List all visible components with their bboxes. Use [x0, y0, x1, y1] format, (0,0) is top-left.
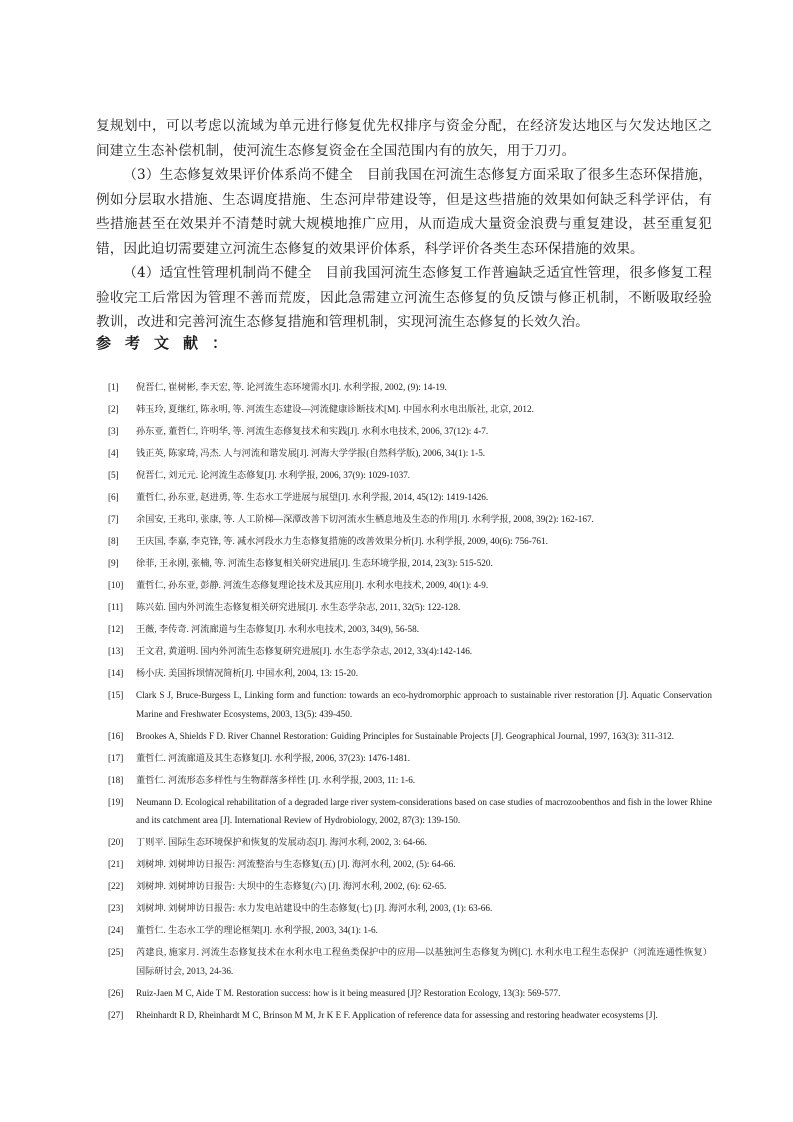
reference-item	[96, 877, 712, 896]
reference-text: Rheinhardt R D, Rheinhardt M C, Brinson M M, Jr K E F. Application of reference data for assessing and restoring headwater ecosystems [J].	[136, 1009, 658, 1020]
reference-item	[96, 378, 712, 397]
reference-number: [6]	[108, 492, 119, 502]
reference-item	[96, 444, 712, 463]
reference-item	[96, 598, 712, 617]
reference-number: [25]	[108, 947, 124, 957]
reference-number: [4]	[108, 448, 119, 458]
reference-item	[96, 727, 712, 746]
reference-item	[96, 771, 712, 790]
reference-item	[96, 554, 712, 573]
reference-item	[96, 1006, 712, 1025]
reference-text: 徐菲, 王永刚, 张楠, 等. 河流生态修复相关研究进展[J]. 生态环境学报, 2014, 23(3): 515-520.	[136, 558, 493, 568]
reference-text: 芮建良, 施家月. 河流生态修复技术在水利水电工程鱼类保护中的应用—以基独河生态修复为例[C]. 水利水电工程生态保护（河流连通性恢复）国际研讨会, 2013, 24-36.	[136, 947, 712, 976]
reference-text: 董哲仁. 河流廊道及其生态修复[J]. 水利学报, 2006, 37(23): 1476-1481.	[136, 752, 411, 763]
reference-number: [9]	[108, 558, 119, 568]
reference-number: [24]	[108, 925, 124, 935]
reference-text: 董哲仁. 生态水工学的理论框架[J]. 水利学报, 2003, 34(1): 1-6.	[136, 925, 378, 935]
reference-text: 倪晋仁, 崔树彬, 李天宏, 等. 论河流生态环境需水[J]. 水利学报, 2002, (9): 14-19.	[136, 382, 447, 392]
reference-number: [20]	[108, 837, 124, 847]
reference-number: [8]	[108, 536, 119, 546]
reference-number: [23]	[108, 903, 124, 913]
reference-item	[96, 488, 712, 507]
reference-text: 陈兴茹. 国内外河流生态修复相关研究进展[J]. 水生态学杂志, 2011, 32(5): 122-128.	[136, 602, 461, 612]
reference-text: Clark S J, Bruce-Burgess L, Linking form and function: towards an eco-hydromorphic approach to sustainable river restoration [J]. Aquatic Conservation Marine and Freshwater Ecosystems, 2003, 13(5): 439-450.	[136, 690, 712, 719]
body-text	[96, 114, 712, 335]
reference-item	[96, 532, 712, 551]
reference-number: [16]	[108, 730, 124, 741]
reference-text: Brookes A, Shields F D. River Channel Restoration: Guiding Principles for Sustainable Projects [J]. Geographical Journal, 1997, 163(3): 311-312.	[136, 730, 675, 741]
reference-item	[96, 642, 712, 661]
paragraph: （3）生态修复效果评价体系尚不健全 目前我国在河流生态修复方面采取了很多生态环保措施，例如分层取水措施、生态调度措施、生态河岸带建设等，但是这些措施的效果如何缺乏科学评估，有些措施甚至在效果并不清楚时就大规模地推广应用，从而造成大量资金浪费与重复建设，甚至重复犯错，因此迫切需要建立河流生态修复的效果评价体系，科学评价各类生态环保措施的效果。	[96, 167, 712, 257]
reference-number: [17]	[108, 752, 124, 763]
reference-text: Ruiz-Jaen M C, Aide T M. Restoration success: how is it being measured [J]? Restoration Ecology, 13(3): 569-577.	[136, 987, 561, 998]
reference-number: [1]	[108, 382, 119, 392]
reference-item	[96, 749, 712, 768]
reference-number: [21]	[108, 859, 124, 869]
reference-text: 刘树坤. 刘树坤访日报告: 水力发电站建设中的生态修复(七) [J]. 海河水利, 2003, (1): 63-66.	[136, 903, 493, 913]
reference-number: [27]	[108, 1009, 124, 1020]
paragraph: 复规划中，可以考虑以流域为单元进行修复优先权排序与资金分配，在经济发达地区与欠发达地区之间建立生态补偿机制，使河流生态修复资金在全国范围内有的放矢，用于刀刃。	[96, 118, 712, 159]
reference-text: 杨小庆. 美国拆坝情况简析[J]. 中国水利, 2004, 13: 15-20.	[136, 668, 359, 678]
reference-text: 刘树坤. 刘树坤访日报告: 大坝中的生态修复(六) [J]. 海河水利, 2002, (6): 62-65.	[136, 881, 447, 891]
reference-number: [5]	[108, 470, 119, 480]
reference-item	[96, 664, 712, 683]
reference-item	[96, 921, 712, 940]
reference-number: [2]	[108, 404, 119, 414]
reference-number: [7]	[108, 514, 119, 524]
reference-item	[96, 984, 712, 1003]
reference-item	[96, 466, 712, 485]
reference-number: [15]	[108, 690, 124, 700]
reference-item	[96, 400, 712, 419]
reference-text: 余国安, 王兆印, 张康, 等. 人工阶梯—深潭改善下切河流水生栖息地及生态的作用[J]. 水利学报, 2008, 39(2): 162-167.	[136, 514, 594, 524]
reference-item	[96, 899, 712, 918]
reference-item	[96, 422, 712, 441]
reference-number: [22]	[108, 881, 124, 891]
reference-item	[96, 510, 712, 529]
reference-text: 董哲仁. 河流形态多样性与生物群落多样性 [J]. 水利学报, 2003, 11: 1-6.	[136, 774, 416, 785]
reference-text: Neumann D. Ecological rehabilitation of a degraded large river system-considerations based on case studies of macrozoobenthos and fish in the lower Rhine and its catchment area [J]. International Review of Hydrobiology, 2002, 87(3): 139-150.	[136, 796, 712, 825]
reference-list	[96, 378, 712, 1028]
reference-text: 董哲仁, 孙东亚, 赵进勇, 等. 生态水工学进展与展望[J]. 水利学报, 2014, 45(12): 1419-1426.	[136, 492, 489, 502]
reference-number: [19]	[108, 796, 124, 807]
reference-text: 钱正英, 陈家琦, 冯杰. 人与河流和谐发展[J]. 河海大学学报(自然科学版), 2006, 34(1): 1-5.	[136, 448, 486, 458]
reference-number: [13]	[108, 646, 124, 656]
reference-number: [26]	[108, 987, 124, 998]
reference-number: [12]	[108, 624, 124, 634]
reference-text: 王庆国, 李嘉, 李克锋, 等. 减水河段水力生态修复措施的改善效果分析[J]. 水利学报, 2009, 40(6): 756-761.	[136, 536, 548, 546]
reference-number: [3]	[108, 426, 119, 436]
reference-text: 丁则平. 国际生态环境保护和恢复的发展动态[J]. 海河水利, 2002, 3: 64-66.	[136, 837, 427, 847]
reference-text: 刘树坤. 刘树坤访日报告: 河流整治与生态修复(五) [J]. 海河水利, 2002, (5): 64-66.	[136, 859, 456, 869]
references-heading: 参考文献：	[96, 334, 242, 352]
reference-item	[96, 576, 712, 595]
reference-item	[96, 943, 712, 980]
reference-item	[96, 833, 712, 852]
reference-number: [10]	[108, 580, 124, 590]
reference-item	[96, 793, 712, 830]
reference-text: 韩玉玲, 夏继红, 陈永明, 等. 河流生态建设—河流健康诊断技术[M]. 中国水利水电出版社, 北京, 2012.	[136, 404, 534, 414]
reference-item	[96, 686, 712, 723]
reference-text: 孙东亚, 董哲仁, 许明华, 等. 河流生态修复技术和实践[J]. 水利水电技术, 2006, 37(12): 4-7.	[136, 426, 489, 436]
reference-number: [11]	[108, 602, 123, 612]
reference-text: 王文君, 黄道明. 国内外河流生态修复研究进展[J]. 水生态学杂志, 2012, 33(4):142-146.	[136, 646, 473, 656]
reference-text: 董哲仁, 孙东亚, 彭静. 河流生态修复理论技术及其应用[J]. 水利水电技术, 2009, 40(1): 4-9.	[136, 580, 489, 590]
reference-number: [18]	[108, 774, 124, 785]
paragraph: （4）适宜性管理机制尚不健全 目前我国河流生态修复工作普遍缺乏适宜性管理，很多修复工程验收完工后常因为管理不善而荒废，因此急需建立河流生态修复的负反馈与修正机制，不断吸取经验教训，改进和完善河流生态修复措施和管理机制，实现河流生态修复的长效久治。	[96, 265, 712, 330]
reference-text: 王薇, 李传奇. 河流廊道与生态修复[J]. 水利水电技术, 2003, 34(9), 56-58.	[136, 624, 420, 634]
reference-text: 倪晋仁, 刘元元. 论河流生态修复[J]. 水利学报, 2006, 37(9): 1029-1037.	[136, 470, 411, 480]
reference-item	[96, 620, 712, 639]
reference-number: [14]	[108, 668, 124, 678]
reference-item	[96, 855, 712, 874]
